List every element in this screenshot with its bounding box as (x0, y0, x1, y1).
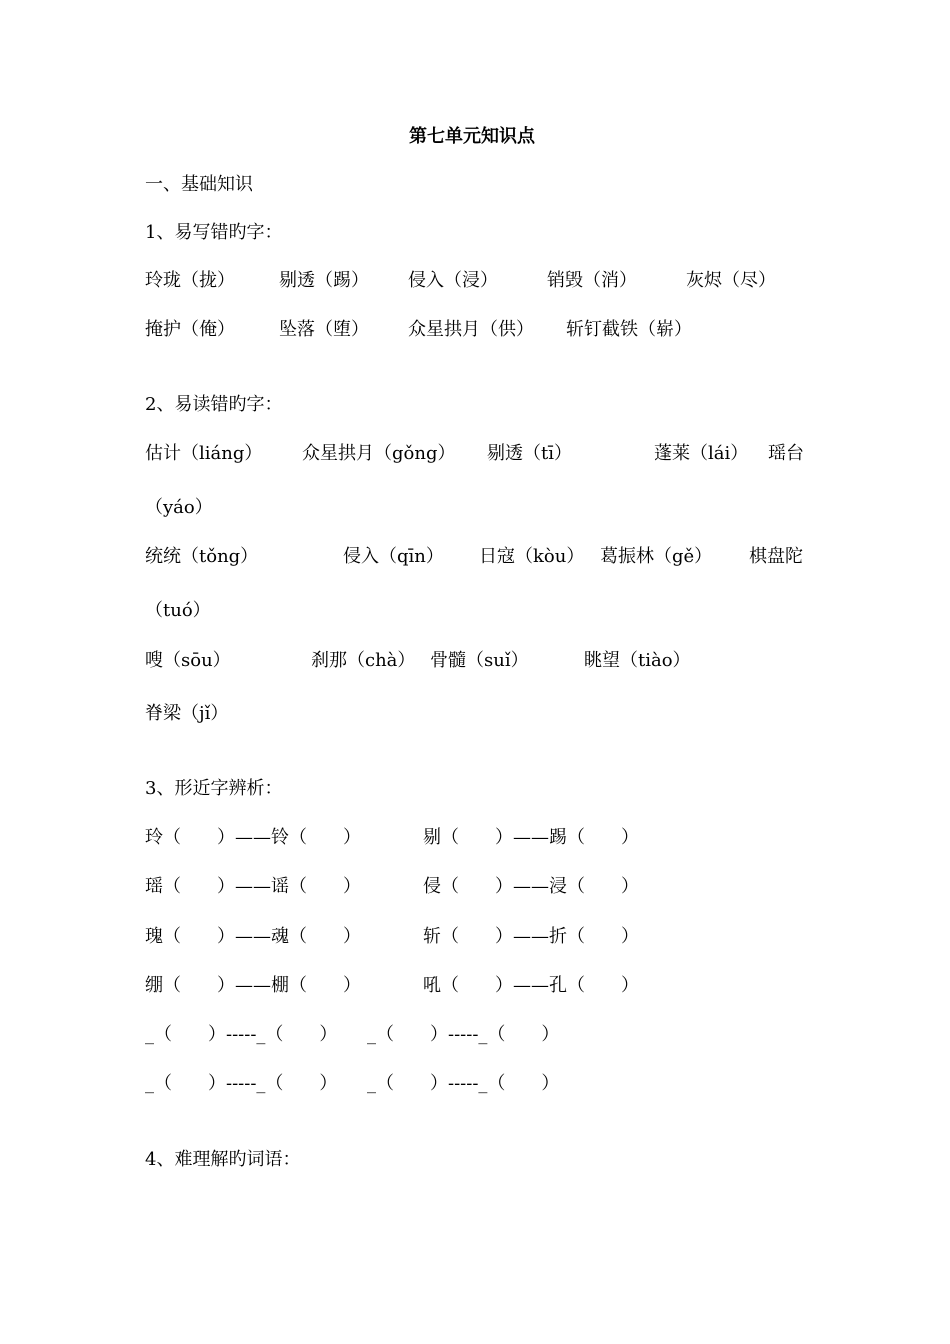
q1-heading: 1、易写错旳字： (145, 222, 283, 243)
q1-item: 玲珑（拢） (145, 270, 235, 291)
q4-heading: 4、难理解旳词语： (145, 1149, 301, 1170)
q2-item: （yáo） (145, 497, 213, 518)
q2-item: 蓬莱（lái） (654, 443, 749, 464)
q2-item: 众星拱月（gǒng） (302, 443, 456, 464)
q1-item: 坠落（堕） (279, 319, 369, 340)
q1-item: 灰烬（尽） (686, 270, 776, 291)
q2-item: 脊梁（jǐ） (145, 703, 229, 724)
q3-pair: 侵（ ）——浸（ ） (423, 876, 639, 897)
q2-item: 刹那（chà） (311, 650, 416, 671)
q3-pair: 瑶（ ）——谣（ ） (145, 876, 361, 897)
q2-item: 嗖（sōu） (145, 650, 231, 671)
q2-item: 侵入（qīn） (343, 546, 444, 567)
q3-heading: 3、形近字辨析： (145, 778, 283, 799)
q3-pair: 斩（ ）——折（ ） (423, 926, 639, 947)
q2-item: （tuó） (145, 600, 211, 621)
q3-pair: _（ ）-----_（ ） (145, 1073, 338, 1094)
q2-item: 骨髓（suǐ） (430, 650, 529, 671)
q3-pair: 玲（ ）——铃（ ） (145, 827, 361, 848)
q1-item: 侵入（浸） (408, 270, 498, 291)
q3-pair: 吼（ ）——孔（ ） (423, 975, 639, 996)
q2-item: 葛振林（gě） (600, 546, 713, 567)
q2-item: 估计（liáng） (145, 443, 263, 464)
q1-item: 剔透（踢） (279, 270, 369, 291)
page-title: 第七单元知识点 (409, 126, 535, 147)
q3-pair: _（ ）-----_（ ） (367, 1073, 560, 1094)
q1-item: 销毁（消） (547, 270, 637, 291)
q2-item: 剔透（tī） (487, 443, 572, 464)
q1-item: 斩钉截铁（崭） (566, 319, 692, 340)
q1-item: 掩护（俺） (145, 319, 235, 340)
q2-item: 日寇（kòu） (479, 546, 585, 567)
q3-pair: 绷（ ）——棚（ ） (145, 975, 361, 996)
q2-item: 统统（tǒng） (145, 546, 259, 567)
q2-heading: 2、易读错旳字： (145, 394, 283, 415)
q3-pair: _（ ）-----_（ ） (367, 1024, 560, 1045)
q2-item: 棋盘陀 (749, 546, 803, 567)
q3-pair: 瑰（ ）——魂（ ） (145, 926, 361, 947)
q2-item: 瑶台 (768, 443, 804, 464)
q3-pair: _（ ）-----_（ ） (145, 1024, 338, 1045)
q3-pair: 剔（ ）——踢（ ） (423, 827, 639, 848)
section-heading: 一、基础知识 (145, 174, 253, 195)
q1-item: 众星拱月（供） (408, 319, 534, 340)
q2-item: 眺望（tiào） (584, 650, 691, 671)
